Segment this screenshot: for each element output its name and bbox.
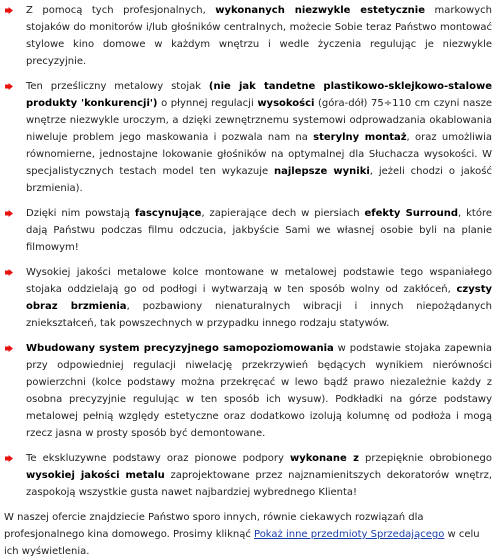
red-arrow-bullet-icon <box>5 7 13 14</box>
red-arrow-bullet-icon <box>5 345 13 352</box>
feature-paragraph <box>4 340 492 442</box>
body-text: (góra-dół) 75÷110 cm czyni nasze wnętrze niezwykle uroczym, a dzięki zewnętrznemu systemowi odprowadzania okablowania niweluje problem jego maskowania i pozwala nam na <box>26 98 492 143</box>
body-text: markowych stojaków do monitorów i/lub głośników centralnych, możecie Sobie teraz Państwo montować stylowe kino domowe w każdym wnętrzu i wedle życzenia regulując je niezwykle precyzyjnie. <box>26 5 492 67</box>
body-text: w podstawie stojaka zapewnia przy odpowiedniej regulacji niwelację przekrzywień będących wynikiem nierówności powierzchni (kolce podstawy można przekręcać w lewo bądź prawo niezależnie każdy z osobna precyzyjnie regulując w ten sposób ich wysuw). Podkładki na górze podstawy metalowej pełnią względy estetyczne oraz dodatkowo izolują kolumnę od podłoża i mogą rzecz jasna w prosty sposób być demontowane. <box>26 343 492 439</box>
red-arrow-bullet-icon <box>5 269 13 276</box>
emphasis-text: wykonanych niezwykle estetycznie <box>215 5 425 16</box>
body-text: , oraz umożliwia równomierne, jednostajne lokowanie głośników na optymalnej dla Słuchacza wysokości. W specjalistycznych testach model ten wykazuje <box>26 132 492 177</box>
feature-paragraph <box>4 264 492 332</box>
footer-text-after: w celu ich wyświetlenia. <box>4 529 480 557</box>
emphasis-text: wykonane z <box>290 453 359 464</box>
red-arrow-bullet-icon <box>5 210 13 217</box>
emphasis-text: czysty obraz brzmienia <box>26 284 492 312</box>
emphasis-text: (nie jak tandetne plastikowo-sklejkowo-stalowe produkty 'konkurencji') <box>26 81 492 109</box>
red-arrow-bullet-icon <box>5 455 13 462</box>
feature-paragraph <box>4 205 492 256</box>
body-text: o płynnej regulacji <box>157 98 258 109</box>
body-text: , pozbawiony nienaturalnych wibracji i innych niepożądanych zniekształceń, tak powszechnych w przypadku innego rodzaju statywów. <box>26 301 492 329</box>
body-text: Wysokiej jakości metalowe kolce montowane w metalowej podstawie tego wspaniałego stojaka oddzielają go od podłogi i wytwarzają w ten sposób wolny od zakłóceń, <box>26 267 492 295</box>
product-description <box>4 2 492 560</box>
footer-text <box>4 509 492 560</box>
feature-paragraph <box>4 78 492 197</box>
body-text: przepięknie obrobionego <box>358 453 492 464</box>
body-text: Z pomocą tych profesjonalnych, <box>26 5 216 16</box>
body-text: Dzięki nim powstają <box>26 208 135 219</box>
emphasis-text: wysokiej jakości metalu <box>26 470 165 481</box>
emphasis-text: fascynujące <box>134 208 202 219</box>
body-text: , które dają Państwu podczas filmu odczucia, jakbyście Sami we własnej osobie byli na planie filmowym! <box>26 208 492 253</box>
body-text: zaprojektowane przez najznamienitszych dekoratorów wnętrz, zaspokoją wszystkie gusta nawet najbardziej wybrednego Klienta! <box>26 470 492 498</box>
red-arrow-bullet-icon <box>5 83 13 90</box>
feature-paragraph <box>4 450 492 501</box>
emphasis-text: sterylny montaż <box>313 132 407 143</box>
body-text: Te ekskluzywne podstawy oraz pionowe podpory <box>26 453 290 464</box>
seller-items-link[interactable]: Pokaż inne przedmioty Sprzedającego <box>254 529 445 540</box>
feature-paragraph <box>4 2 492 70</box>
emphasis-text: najlepsze wyniki <box>274 166 370 177</box>
emphasis-text: Wbudowany system precyzyjnego samopoziomowania <box>26 343 334 354</box>
body-text: Ten prześliczny metalowy stojak <box>26 81 209 92</box>
body-text: , zapierające dech w piersiach <box>201 208 365 219</box>
emphasis-text: efekty Surround <box>364 208 459 219</box>
feature-list <box>4 2 492 501</box>
emphasis-text: wysokości <box>257 98 315 109</box>
body-text: , jeżeli chodzi o jakość brzmienia). <box>26 166 492 194</box>
footer-text-before: W naszej ofercie znajdziecie Państwo sporo innych, równie ciekawych rozwiązań dla profesjonalnego kina domowego. Prosimy kliknąć <box>4 512 424 540</box>
